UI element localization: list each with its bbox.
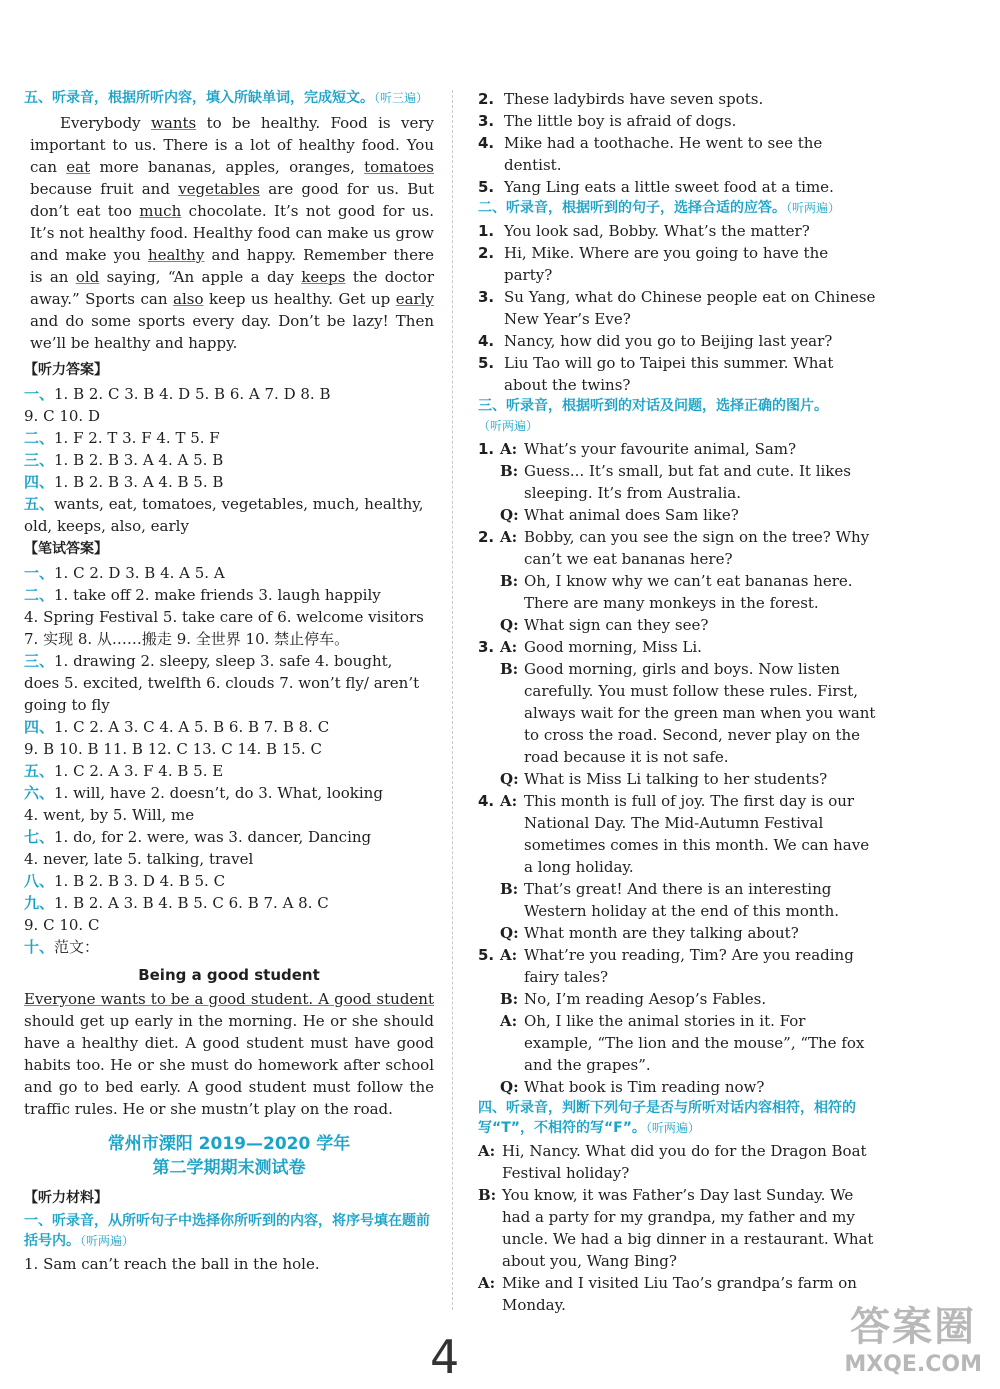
written-answer-row: [24, 562, 434, 584]
written-answer-number: 十、: [24, 938, 55, 956]
passage-text: saying, “An apple a day: [99, 268, 302, 286]
section-1-item-text: These ladybirds have seven spots.: [504, 90, 764, 108]
speaker-label: B:: [478, 1186, 497, 1204]
dialogue-number: [478, 922, 500, 944]
listening-answer-number: 三、: [24, 451, 55, 469]
written-answer-text: 范文：: [54, 938, 100, 956]
dialogue-number: 4.: [478, 792, 495, 810]
section-1-item-number: 3.: [478, 112, 495, 130]
written-answer-number: 八、: [24, 872, 55, 890]
listening-answer-row: [24, 383, 434, 405]
written-answers: [24, 562, 434, 958]
speaker-label: A:: [500, 528, 518, 546]
written-answer-row-continued: does 5. excited, twelfth 6. clouds 7. won’t fly/ aren’t going to fly: [24, 674, 420, 714]
dialogue-line: [478, 922, 878, 944]
essay-title: Being a good student: [138, 966, 320, 984]
written-answer-number: 七、: [24, 828, 55, 846]
written-answer-number: 一、: [24, 564, 55, 582]
watermark-logo: [844, 1295, 982, 1377]
dialogue-text: What is Miss Li talking to her students?: [524, 770, 828, 788]
passage-answer: tomatoes: [364, 158, 434, 176]
listening-answer-row: [24, 493, 434, 515]
section-2-item: [478, 242, 878, 286]
section-2-item-number: 2.: [478, 244, 495, 262]
listening-answer-row-continued: 9. C 10. D: [24, 407, 100, 425]
left-column: [24, 88, 434, 1275]
listening-answers: [24, 383, 434, 537]
section-1-item-text: The little boy is afraid of dogs.: [504, 112, 737, 130]
passage-text: are good for us. But don’t eat too: [30, 180, 434, 220]
passage-text: and happy. Remember there is an: [30, 246, 435, 286]
written-answer-text: 1. take off 2. make friends 3. laugh happily: [54, 586, 381, 604]
column-divider: [452, 90, 453, 1310]
dialogue-line: [478, 570, 878, 614]
written-answer-text: 1. will, have 2. doesn’t, do 3. What, looking: [54, 784, 383, 802]
listening-passage: [30, 112, 434, 354]
dialogue-line: [478, 526, 878, 570]
dialogue-number: 3.: [478, 638, 495, 656]
written-answer-row-continued: 4. went, by 5. Will, me: [24, 806, 195, 824]
speaker-label: A:: [478, 1274, 496, 1292]
watermark-logo-text: 答案圈: [850, 1304, 977, 1350]
listening-answer-number: 五、: [24, 495, 55, 513]
section-2-item-text: You look sad, Bobby. What’s the matter?: [504, 222, 810, 240]
dialogue-line: [478, 988, 878, 1010]
listening-answer-text: wants, eat, tomatoes, vegetables, much, healthy,: [54, 495, 424, 513]
written-answer-text: 1. C 2. D 3. B 4. A 5. A: [54, 564, 225, 582]
dialogue-text: Mike and I visited Liu Tao’s grandpa’s farm on Monday.: [502, 1274, 857, 1314]
dialogue-text: You know, it was Father’s Day last Sunday. We had a party for my grandpa, my father and my uncle. We had a big dinner in a restaurant. What about you, Wang Bing?: [502, 1186, 874, 1270]
section-1-item: [478, 176, 878, 198]
speaker-label: A:: [478, 1142, 496, 1160]
passage-answer: also: [173, 290, 204, 308]
written-answer-text: 1. B 2. B 3. D 4. B 5. C: [54, 872, 226, 890]
section-2-item-text: Hi, Mike. Where are you going to have the party?: [504, 244, 829, 284]
dialogue-number: 1.: [478, 440, 495, 458]
passage-answer: vegetables: [178, 180, 260, 198]
dialogue-line: [478, 614, 878, 636]
essay-body: Everyone wants to be a good student. A good student should get up early in the morning. He or she should have a healthy diet. A good student must have good habits too. He or she must do homework after school and go to bed early. A good student must follow the traffic rules. He or she mustn’t play on the road.: [24, 990, 434, 1118]
passage-answer: eat: [66, 158, 91, 176]
section-1-item-number: 4.: [478, 134, 495, 152]
written-answer-row: [24, 782, 434, 804]
dialogue-text: Hi, Nancy. What did you do for the Dragon Boat Festival holiday?: [502, 1142, 867, 1182]
listening-answer-row: [24, 471, 434, 493]
written-answer-text: 1. do, for 2. were, was 3. dancer, Dancing: [54, 828, 372, 846]
passage-answer: early: [395, 290, 434, 308]
dialogue-text: This month is full of joy. The first day is our National Day. The Mid-Autumn Festival sometimes comes in this month. We can have a long holiday.: [524, 792, 870, 876]
section-4-title: 四、听录音，判断下列句子是否与所听对话内容相符，相符的写“T”，不相符的写“F”。（听两遍）: [478, 1100, 856, 1136]
written-answer-row-continued: 4. Spring Festival 5. take care of 6. welcome visitors 7. 实现 8. 从……搬走 9. 全世界 10. 禁止停车。: [24, 608, 424, 648]
listening-answer-number: 一、: [24, 385, 55, 403]
section-3-title: 三、听录音，根据听到的对话及问题，选择正确的图片。（听两遍）: [478, 398, 828, 433]
dialogue-number: [478, 460, 500, 504]
written-answer-row: [24, 936, 434, 958]
dialogue-line: [478, 636, 878, 658]
written-answer-number: 五、: [24, 762, 55, 780]
speaker-label: A:: [500, 440, 518, 458]
dialogue-line: [478, 944, 878, 988]
section-1-item-text: Yang Ling eats a little sweet food at a time.: [504, 178, 834, 196]
listening-answer-text: 1. B 2. B 3. A 4. A 5. B: [54, 451, 224, 469]
passage-answer: old: [75, 268, 100, 286]
dialogue-text: What’s your favourite animal, Sam?: [524, 440, 797, 458]
section-1-item-1: 1. Sam can’t reach the ball in the hole.: [24, 1255, 320, 1273]
dialogue-line: [478, 1010, 878, 1076]
listening-answer-number: 四、: [24, 473, 55, 491]
dialogue-number: [478, 878, 500, 922]
written-answer-text: 1. B 2. A 3. B 4. B 5. C 6. B 7. A 8. C: [54, 894, 329, 912]
dialogue-number: [478, 768, 500, 790]
speaker-label: B:: [500, 660, 519, 678]
speaker-label: Q:: [500, 1078, 519, 1096]
written-answer-row: [24, 826, 434, 848]
dialogue-line: [478, 504, 878, 526]
section-1-item-number: 5.: [478, 178, 495, 196]
section-2-title: 二、听录音，根据听到的句子，选择合适的应答。（听两遍）: [478, 200, 841, 216]
section-1-item-number: 2.: [478, 90, 495, 108]
listening-answer-row-continued: old, keeps, also, early: [24, 517, 189, 535]
passage-answer: wants: [151, 114, 197, 132]
speaker-label: B:: [500, 880, 519, 898]
written-answer-row-continued: 9. B 10. B 11. B 12. C 13. C 14. B 15. C: [24, 740, 322, 758]
speaker-label: B:: [500, 572, 519, 590]
section-1-item: [478, 132, 878, 176]
speaker-label: Q:: [500, 616, 519, 634]
written-answer-number: 四、: [24, 718, 55, 736]
passage-text: Everybody: [60, 114, 152, 132]
section-3-dialogues: [478, 438, 878, 1098]
speaker-label: B:: [500, 990, 519, 1008]
dialogue-text: No, I’m reading Aesop’s Fables.: [524, 990, 767, 1008]
dialogue-line: [478, 1272, 878, 1316]
speaker-label: B:: [500, 462, 519, 480]
passage-text: keep us healthy. Get up: [203, 290, 396, 308]
speaker-label: Q:: [500, 770, 519, 788]
section-2-item-text: Liu Tao will go to Taipei this summer. What about the twins?: [504, 354, 834, 394]
dialogue-line: [478, 658, 878, 768]
section-1-title: 一、听录音，从所听句子中选择你所听到的内容，将序号填在题前括号内。（听两遍）: [24, 1213, 430, 1249]
section-2-item: [478, 352, 878, 396]
written-answers-heading: 【笔试答案】: [24, 541, 108, 557]
written-answer-number: 三、: [24, 652, 55, 670]
dialogue-number: [478, 988, 500, 1010]
written-answer-row: [24, 716, 434, 738]
dialogue-text: Oh, I know why we can’t eat bananas here. There are many monkeys in the forest.: [524, 572, 853, 612]
dialogue-text: Good morning, Miss Li.: [524, 638, 702, 656]
dialogue-line: [478, 790, 878, 878]
listening-answers-heading: 【听力答案】: [24, 362, 108, 378]
speaker-label: Q:: [500, 506, 519, 524]
section-1-item: [478, 88, 878, 110]
section-2-item-number: 4.: [478, 332, 495, 350]
passage-text: because fruit and: [30, 180, 179, 198]
speaker-label: A:: [500, 1012, 518, 1030]
section-2-item: [478, 330, 878, 352]
right-column: [478, 88, 878, 1316]
section-1-item: [478, 110, 878, 132]
section-2-item-number: 5.: [478, 354, 495, 372]
section-2-items: [478, 220, 878, 396]
dialogue-number: [478, 1076, 500, 1098]
dialogue-text: What month are they talking about?: [524, 924, 799, 942]
written-answer-number: 二、: [24, 586, 55, 604]
section-1-items: [478, 88, 878, 198]
section-2-item-text: Nancy, how did you go to Beijing last year?: [504, 332, 833, 350]
page-number: 4: [430, 1330, 460, 1384]
speaker-label: A:: [500, 638, 518, 656]
dialogue-text: Guess... It’s small, but fat and cute. It likes sleeping. It’s from Australia.: [524, 462, 851, 502]
dialogue-line: [478, 1076, 878, 1098]
dialogue-line: [478, 768, 878, 790]
dialogue-line: [478, 1184, 878, 1272]
dialogue-line: [478, 878, 878, 922]
section-1-item-text: Mike had a toothache. He went to see the dentist.: [504, 134, 823, 174]
written-answer-text: 1. C 2. A 3. C 4. A 5. B 6. B 7. B 8. C: [54, 718, 330, 736]
written-answer-number: 九、: [24, 894, 55, 912]
dialogue-text: What animal does Sam like?: [524, 506, 739, 524]
dialogue-number: [478, 1010, 500, 1076]
listening-answer-row: [24, 449, 434, 471]
dialogue-text: That’s great! And there is an interesting Western holiday at the end of this month.: [524, 880, 839, 920]
dialogue-text: Oh, I like the animal stories in it. For example, “The lion and the mouse”, “The fox and the grapes”.: [524, 1012, 865, 1074]
written-answer-row: [24, 870, 434, 892]
written-answer-row: [24, 892, 434, 914]
listening-answer-text: 1. B 2. C 3. B 4. D 5. B 6. A 7. D 8. B: [54, 385, 331, 403]
written-answer-row: [24, 650, 434, 672]
dialogue-number: [478, 504, 500, 526]
speaker-label: A:: [500, 946, 518, 964]
watermark-url: MXQE.COM: [844, 1352, 982, 1377]
written-answer-row: [24, 760, 434, 782]
dialogue-number: 2.: [478, 528, 495, 546]
dialogue-line: [478, 438, 878, 460]
dialogue-text: Good morning, girls and boys. Now listen carefully. You must follow these rules. First, always wait for the green man when you want to cross the road. Second, never play on the road because it is not safe.: [524, 660, 876, 766]
listening-answer-text: 1. F 2. T 3. F 4. T 5. F: [54, 429, 220, 447]
section-2-item-number: 3.: [478, 288, 495, 306]
speaker-label: A:: [500, 792, 518, 810]
passage-answer: much: [139, 202, 182, 220]
passage-text: and do some sports every day. Don’t be lazy! Then we’ll be healthy and happy.: [30, 312, 434, 352]
section-2-item: [478, 286, 878, 330]
dialogue-number: [478, 658, 500, 768]
listening-answer-row: [24, 427, 434, 449]
passage-text: to be healthy. Food is very important to us. There is a lot of healthy food. You can: [30, 114, 434, 176]
written-answer-text: 1. drawing 2. sleepy, sleep 3. safe 4. bought,: [54, 652, 393, 670]
passage-text: the doctor away.” Sports can: [30, 268, 434, 308]
dialogue-text: What sign can they see?: [524, 616, 709, 634]
dialogue-text: What’re you reading, Tim? Are you reading fairy tales?: [524, 946, 854, 986]
dialogue-number: [478, 614, 500, 636]
section-2-item: [478, 220, 878, 242]
written-answer-row-continued: 4. never, late 5. talking, travel: [24, 850, 254, 868]
listening-material-heading: 【听力材料】: [24, 1190, 108, 1206]
written-answer-row: [24, 584, 434, 606]
section-4-dialogue: [478, 1140, 878, 1316]
passage-text: more bananas, apples, oranges,: [90, 158, 365, 176]
passage-text: chocolate. It’s not good for us. It’s not healthy food. Healthy food can make us grow and make you: [30, 202, 434, 264]
dialogue-text: Bobby, can you see the sign on the tree? Why can’t we eat bananas here?: [524, 528, 870, 568]
passage-answer: healthy: [147, 246, 205, 264]
dialogue-number: 5.: [478, 946, 495, 964]
written-answer-row-continued: 9. C 10. C: [24, 916, 100, 934]
dialogue-text: What book is Tim reading now?: [524, 1078, 765, 1096]
dialogue-line: [478, 460, 878, 504]
section-5-title: 五、听录音，根据所听内容，填入所缺单词，完成短文。（听三遍）: [24, 90, 429, 106]
section-2-item-text: Su Yang, what do Chinese people eat on Chinese New Year’s Eve?: [504, 288, 876, 328]
section-2-item-number: 1.: [478, 222, 495, 240]
speaker-label: Q:: [500, 924, 519, 942]
listening-answer-number: 二、: [24, 429, 55, 447]
exam-title: 常州市溧阳 2019—2020 学年 第二学期期末测试卷: [107, 1134, 351, 1178]
written-answer-number: 六、: [24, 784, 55, 802]
written-answer-text: 1. C 2. A 3. F 4. B 5. E: [54, 762, 224, 780]
listening-answer-text: 1. B 2. B 3. A 4. B 5. B: [54, 473, 224, 491]
dialogue-number: [478, 570, 500, 614]
passage-answer: keeps: [301, 268, 346, 286]
dialogue-line: [478, 1140, 878, 1184]
